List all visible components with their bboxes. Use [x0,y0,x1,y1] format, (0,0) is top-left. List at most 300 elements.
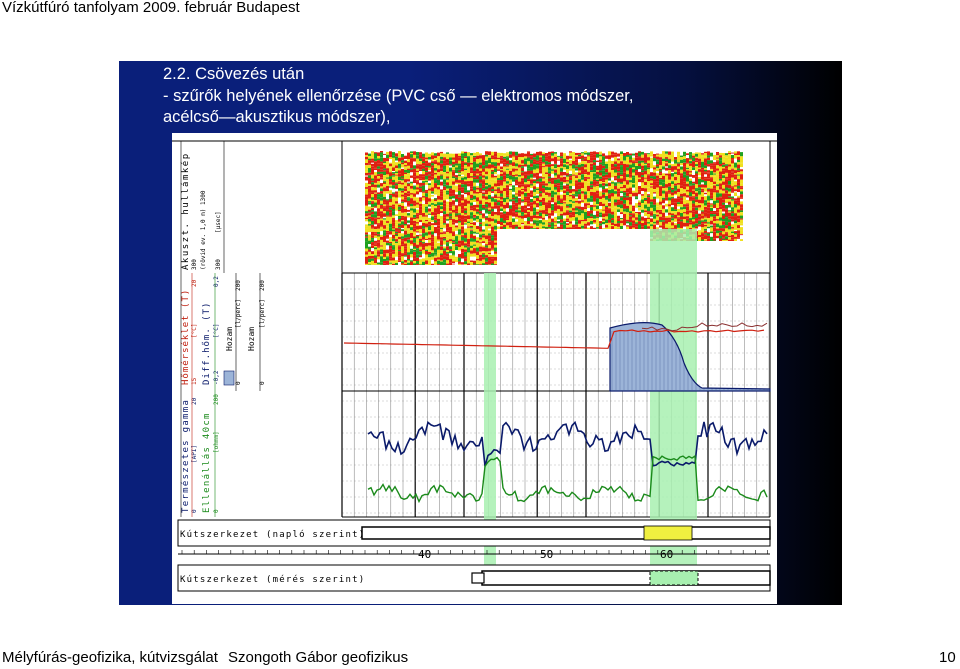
acoustic-wave-cell [569,186,572,188]
acoustic-wave-cell [383,246,386,250]
acoustic-wave-cell [638,189,641,191]
acoustic-wave-cell [494,243,497,245]
acoustic-wave-cell [611,215,614,218]
acoustic-wave-cell [653,197,656,199]
acoustic-wave-cell [707,232,710,233]
acoustic-wave-cell [701,213,704,214]
acoustic-wave-cell [437,219,440,222]
acoustic-wave-cell [674,203,677,207]
acoustic-wave-cell [380,158,383,162]
acoustic-wave-cell [590,178,593,181]
acoustic-wave-cell [380,216,383,218]
acoustic-wave-cell [638,158,641,161]
acoustic-wave-cell [731,229,734,231]
acoustic-wave-cell [395,161,398,163]
acoustic-wave-cell [668,213,671,215]
acoustic-wave-cell [674,170,677,172]
acoustic-wave-cell [458,213,461,215]
acoustic-wave-cell [683,197,686,201]
acoustic-wave-cell [368,192,371,194]
acoustic-wave-cell [413,173,416,175]
acoustic-wave-cell [425,243,428,246]
acoustic-wave-cell [698,159,701,162]
acoustic-wave-cell [734,237,737,239]
acoustic-wave-cell [437,153,440,157]
acoustic-wave-cell [629,198,632,202]
acoustic-wave-cell [407,188,410,189]
acoustic-wave-cell [533,220,536,223]
acoustic-wave-cell [380,188,383,191]
acoustic-wave-cell [704,174,707,176]
acoustic-wave-cell [632,169,635,173]
acoustic-wave-cell [398,216,401,217]
acoustic-wave-cell [560,203,563,204]
acoustic-wave-cell [686,200,689,204]
acoustic-wave-cell [608,223,611,226]
acoustic-wave-cell [737,168,740,170]
acoustic-wave-cell [548,228,551,229]
acoustic-wave-cell [629,205,632,207]
acoustic-wave-cell [509,158,512,160]
acoustic-wave-cell [461,219,464,222]
acoustic-wave-cell [479,173,482,175]
acoustic-wave-cell [569,176,572,178]
acoustic-wave-cell [494,169,497,173]
acoustic-wave-cell [386,194,389,196]
gamma-scale-right: 20 [191,397,198,405]
acoustic-wave-cell [524,215,527,219]
acoustic-wave-cell [740,155,743,157]
acoustic-wave-cell [647,219,650,222]
acoustic-wave-cell [413,218,416,219]
acoustic-wave-cell [608,202,611,203]
acoustic-wave-cell [647,222,650,223]
acoustic-wave-cell [470,257,473,261]
acoustic-wave-cell [422,220,425,223]
acoustic-wave-cell [611,193,614,197]
acoustic-wave-cell [368,212,371,213]
acoustic-wave-cell [455,190,458,193]
acoustic-wave-cell [656,213,659,215]
acoustic-wave-cell [506,165,509,166]
acoustic-wave-cell [383,217,386,218]
acoustic-wave-cell [599,163,602,165]
acoustic-wave-cell [671,198,674,201]
acoustic-wave-cell [506,154,509,157]
acoustic-wave-cell [572,186,575,189]
acoustic-wave-cell [581,217,584,220]
acoustic-wave-cell [374,226,377,229]
acoustic-wave-cell [542,188,545,191]
acoustic-wave-cell [719,190,722,194]
acoustic-wave-cell [683,167,686,169]
acoustic-wave-cell [416,226,419,227]
acoustic-unit: [μsec] [215,211,222,233]
acoustic-wave-cell [383,259,386,261]
acoustic-wave-cell [590,184,593,185]
acoustic-wave-cell [599,155,602,157]
acoustic-wave-cell [530,208,533,212]
acoustic-wave-cell [611,200,614,203]
acoustic-wave-cell [389,210,392,213]
acoustic-wave-cell [473,248,476,249]
acoustic-wave-cell [425,193,428,197]
acoustic-wave-cell [416,203,419,205]
acoustic-wave-cell [533,159,536,161]
acoustic-wave-cell [545,202,548,204]
acoustic-wave-cell [419,222,422,224]
acoustic-wave-cell [434,220,437,222]
acoustic-wave-cell [491,219,494,222]
acoustic-wave-cell [398,211,401,212]
acoustic-wave-cell [602,219,605,221]
acoustic-wave-cell [413,187,416,190]
acoustic-wave-cell [527,214,530,217]
acoustic-wave-cell [494,209,497,212]
acoustic-wave-cell [401,197,404,200]
acoustic-wave-cell [542,181,545,183]
acoustic-wave-cell [371,166,374,168]
acoustic-wave-cell [635,193,638,197]
acoustic-wave-cell [716,216,719,218]
acoustic-wave-cell [449,188,452,191]
acoustic-wave-cell [677,192,680,194]
acoustic-wave-cell [683,219,686,223]
acoustic-wave-cell [380,223,383,226]
acoustic-wave-cell [575,194,578,196]
acoustic-wave-cell [452,186,455,189]
acoustic-wave-cell [410,262,413,265]
acoustic-wave-cell [380,237,383,240]
acoustic-wave-cell [455,167,458,169]
acoustic-wave-cell [443,169,446,172]
acoustic-wave-cell [473,239,476,242]
acoustic-wave-cell [494,196,497,199]
acoustic-wave-cell [458,229,461,232]
acoustic-wave-cell [575,198,578,201]
acoustic-wave-cell [410,249,413,251]
acoustic-wave-cell [506,152,509,153]
acoustic-wave-cell [611,196,614,200]
acoustic-wave-cell [443,253,446,256]
acoustic-wave-cell [650,165,653,167]
acoustic-wave-cell [464,211,467,213]
acoustic-wave-cell [455,260,458,262]
acoustic-wave-cell [524,184,527,185]
depth-tick-40: 40 [418,548,432,561]
acoustic-wave-cell [476,171,479,174]
acoustic-wave-cell [701,210,704,211]
acoustic-wave-cell [398,183,401,184]
acoustic-wave-cell [578,220,581,224]
acoustic-wave-cell [647,166,650,168]
acoustic-wave-cell [452,196,455,199]
acoustic-wave-cell [707,179,710,181]
acoustic-wave-cell [566,186,569,188]
acoustic-wave-cell [530,164,533,167]
acoustic-wave-cell [731,220,734,222]
acoustic-wave-cell [572,189,575,192]
acoustic-wave-cell [539,200,542,202]
acoustic-wave-cell [734,196,737,198]
acoustic-wave-cell [377,240,380,241]
acoustic-wave-cell [386,196,389,199]
acoustic-wave-cell [638,221,641,225]
acoustic-wave-cell [383,175,386,178]
acoustic-wave-cell [644,162,647,163]
acoustic-wave-cell [413,169,416,171]
acoustic-wave-cell [503,209,506,212]
acoustic-wave-cell [494,199,497,202]
acoustic-wave-cell [422,171,425,174]
acoustic-wave-cell [473,202,476,205]
acoustic-wave-cell [713,191,716,193]
acoustic-wave-cell [611,212,614,215]
acoustic-wave-cell [503,169,506,172]
acoustic-wave-cell [431,161,434,163]
acoustic-wave-cell [413,223,416,227]
slide-heading-line-3: acélcső—akusztikus módszer), [163,108,391,126]
acoustic-wave-cell [686,184,689,187]
acoustic-wave-cell [416,258,419,261]
acoustic-wave-cell [446,185,449,189]
acoustic-wave-cell [563,182,566,184]
acoustic-wave-cell [404,191,407,193]
acoustic-wave-cell [452,178,455,181]
acoustic-wave-cell [566,222,569,223]
acoustic-wave-cell [449,158,452,161]
acoustic-wave-cell [647,192,650,194]
acoustic-wave-cell [497,205,500,209]
acoustic-wave-cell [401,154,404,157]
acoustic-wave-cell [524,188,527,191]
acoustic-wave-cell [365,173,368,176]
acoustic-wave-cell [500,169,503,170]
acoustic-wave-cell [401,163,404,165]
acoustic-wave-cell [617,209,620,212]
acoustic-wave-cell [458,223,461,227]
acoustic-wave-cell [629,194,632,197]
acoustic-wave-cell [647,168,650,170]
acoustic-wave-cell [455,250,458,254]
acoustic-wave-cell [398,226,401,228]
acoustic-wave-cell [452,158,455,160]
acoustic-wave-cell [563,225,566,229]
acoustic-wave-cell [413,206,416,207]
acoustic-wave-cell [374,183,377,185]
acoustic-wave-cell [401,169,404,173]
acoustic-wave-cell [377,263,380,265]
acoustic-wave-cell [449,249,452,251]
acoustic-wave-cell [602,180,605,182]
acoustic-wave-cell [653,216,656,219]
acoustic-wave-cell [467,192,470,195]
acoustic-wave-cell [710,169,713,171]
acoustic-wave-cell [662,183,665,187]
acoustic-wave-cell [548,167,551,170]
acoustic-wave-cell [719,207,722,209]
acoustic-wave-cell [419,171,422,174]
acoustic-wave-cell [638,153,641,157]
acoustic-wave-cell [590,175,593,179]
acoustic-wave-cell [443,223,446,225]
acoustic-wave-cell [512,217,515,219]
acoustic-wave-cell [644,179,647,181]
acoustic-wave-cell [431,197,434,200]
acoustic-wave-cell [716,158,719,159]
acoustic-wave-cell [365,172,368,174]
acoustic-wave-cell [404,226,407,227]
acoustic-wave-cell [425,236,428,239]
acoustic-wave-cell [647,194,650,196]
acoustic-wave-cell [485,220,488,223]
acoustic-wave-cell [401,265,404,266]
gamma-label: Természetes gamma [181,398,191,513]
acoustic-wave-cell [503,164,506,166]
acoustic-wave-cell [437,264,440,265]
acoustic-wave-cell [491,191,494,193]
acoustic-wave-cell [455,178,458,180]
acoustic-wave-cell [497,189,500,192]
acoustic-wave-cell [650,202,653,205]
acoustic-wave-cell [365,165,368,168]
acoustic-wave-cell [740,216,743,219]
acoustic-wave-cell [443,193,446,197]
acoustic-wave-cell [425,190,428,192]
acoustic-wave-cell [707,189,710,191]
acoustic-wave-cell [365,170,368,172]
acoustic-wave-cell [497,168,500,170]
acoustic-wave-cell [485,224,488,225]
acoustic-wave-cell [572,161,575,165]
acoustic-wave-cell [371,175,374,179]
acoustic-wave-cell [653,179,656,182]
acoustic-wave-cell [506,174,509,177]
acoustic-wave-cell [563,172,566,175]
acoustic-wave-cell [638,164,641,166]
acoustic-wave-cell [467,186,470,190]
acoustic-wave-cell [416,179,419,181]
acoustic-wave-cell [530,183,533,184]
acoustic-wave-cell [551,204,554,207]
acoustic-wave-cell [566,195,569,196]
acoustic-wave-cell [659,214,662,216]
acoustic-wave-cell [635,199,638,203]
acoustic-wave-cell [377,170,380,172]
acoustic-wave-cell [386,168,389,171]
acoustic-wave-cell [395,218,398,220]
acoustic-wave-cell [539,157,542,159]
temperature-scale-right: 20 [191,279,198,287]
acoustic-wave-cell [446,260,449,263]
acoustic-wave-cell [506,215,509,216]
acoustic-wave-cell [620,205,623,209]
acoustic-wave-cell [497,159,500,163]
acoustic-wave-cell [581,197,584,200]
acoustic-wave-cell [719,164,722,166]
acoustic-wave-cell [431,250,434,252]
acoustic-wave-cell [623,185,626,188]
acoustic-wave-cell [713,238,716,240]
acoustic-wave-cell [458,215,461,219]
acoustic-wave-cell [695,157,698,158]
acoustic-wave-cell [545,159,548,162]
acoustic-wave-cell [386,171,389,175]
acoustic-wave-cell [707,158,710,161]
acoustic-wave-cell [446,221,449,224]
acoustic-wave-cell [641,191,644,194]
acoustic-wave-cell [380,217,383,218]
acoustic-wave-cell [719,236,722,239]
acoustic-wave-cell [467,256,470,257]
acoustic-wave-cell [437,176,440,178]
acoustic-wave-cell [443,255,446,257]
acoustic-wave-cell [416,187,419,189]
acoustic-wave-cell [395,232,398,233]
acoustic-wave-cell [485,179,488,183]
acoustic-wave-cell [371,190,374,193]
acoustic-wave-cell [737,179,740,182]
acoustic-wave-cell [551,174,554,178]
acoustic-wave-cell [479,240,482,243]
acoustic-wave-cell [437,167,440,170]
acoustic-wave-cell [716,206,719,208]
acoustic-wave-cell [572,225,575,228]
acoustic-wave-cell [620,176,623,178]
acoustic-wave-cell [452,262,455,264]
acoustic-wave-cell [458,258,461,262]
acoustic-wave-cell [488,194,491,195]
acoustic-wave-cell [482,260,485,264]
acoustic-wave-cell [680,204,683,207]
acoustic-wave-cell [707,170,710,172]
acoustic-wave-cell [614,182,617,186]
acoustic-wave-cell [398,224,401,226]
acoustic-wave-cell [605,169,608,173]
acoustic-wave-cell [443,239,446,241]
acoustic-wave-cell [644,159,647,162]
acoustic-wave-cell [545,225,548,227]
acoustic-wave-cell [587,175,590,177]
acoustic-wave-cell [596,184,599,185]
acoustic-wave-cell [722,214,725,216]
acoustic-wave-cell [413,247,416,249]
acoustic-wave-cell [365,195,368,197]
acoustic-wave-cell [377,236,380,237]
acoustic-wave-cell [488,245,491,248]
acoustic-wave-cell [380,235,383,237]
acoustic-wave-cell [740,180,743,184]
acoustic-wave-cell [731,178,734,181]
acoustic-wave-cell [461,259,464,263]
acoustic-wave-cell [668,190,671,192]
acoustic-wave-cell [614,190,617,191]
acoustic-wave-cell [383,183,386,185]
acoustic-wave-cell [722,189,725,191]
acoustic-wave-cell [431,223,434,225]
acoustic-wave-cell [374,236,377,239]
acoustic-wave-cell [653,192,656,193]
acoustic-wave-cell [410,158,413,159]
acoustic-wave-cell [377,216,380,217]
acoustic-wave-cell [464,180,467,182]
acoustic-wave-cell [575,168,578,169]
acoustic-wave-cell [521,164,524,165]
acoustic-wave-cell [509,228,512,229]
acoustic-wave-cell [731,227,734,229]
acoustic-wave-cell [398,158,401,162]
acoustic-wave-cell [434,254,437,255]
